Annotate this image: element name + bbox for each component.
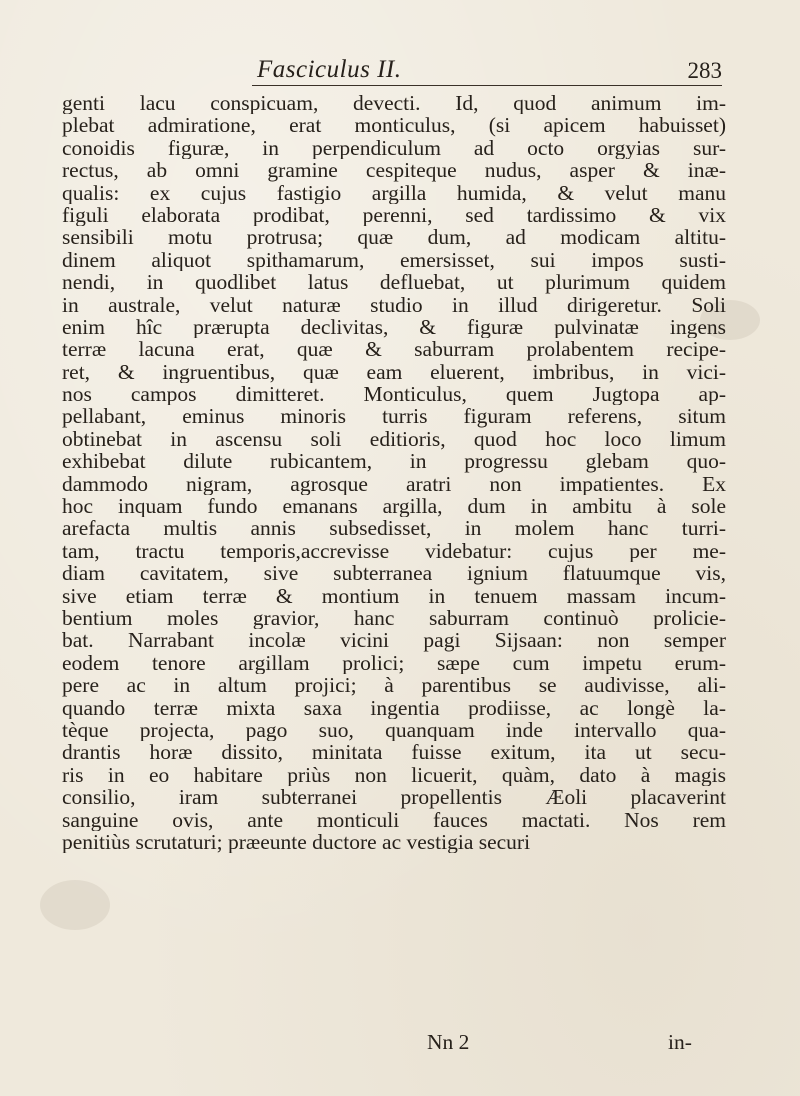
- text-line: dinem aliquot spithamarum, emersisset, sui impos susti-: [62, 248, 726, 272]
- signature-mark: Nn 2: [427, 1030, 470, 1054]
- text-line: penitiùs scrutaturi; præeunte ductore ac vestigia securi: [62, 830, 531, 854]
- header-rule: [252, 85, 722, 86]
- text-line: rectus, ab omni gramine cespiteque nudus, asper & inæ-: [62, 159, 726, 182]
- text-line: genti lacu conspicuam, devecti. Id, quod animum im-: [62, 92, 726, 115]
- text-line: exhibebat dilute rubicantem, in progressu glebam quo-: [62, 450, 726, 473]
- paper-stain: [40, 880, 110, 930]
- text-line: tam, tractu temporis,accrevisse videbatur: cujus per me-: [62, 539, 726, 563]
- text-line: ris in eo habitare priùs non licuerit, quàm, dato à magis: [62, 763, 726, 787]
- text-line: pellabant, eminus minoris turris figuram referens, situm: [62, 405, 726, 428]
- text-line: qualis: ex cujus fastigio argilla humida, & velut manu: [62, 181, 726, 204]
- text-line: plebat admiratione, erat monticulus, (si apicem habuisset): [62, 114, 726, 137]
- text-line: nos campos dimitteret. Monticulus, quem Jugtopa ap-: [62, 383, 726, 406]
- catchword: in-: [668, 1030, 692, 1054]
- text-line: drantis horæ dissito, minitata fuisse exitum, ita ut secu-: [62, 741, 726, 764]
- text-line: ret, & ingruentibus, quæ eam eluerent, imbribus, in vici-: [62, 360, 726, 384]
- running-title: Fasciculus II.: [257, 56, 402, 83]
- text-line: bentium moles gravior, hanc saburram continuò prolicie-: [62, 606, 726, 630]
- text-line: consilio, iram subterranei propellentis Æoli placaverint: [62, 786, 726, 809]
- text-line: arefacta multis annis subsedisset, in molem hanc turri-: [62, 517, 726, 540]
- text-line: hoc inquam fundo emanans argilla, dum in ambitu à sole: [62, 495, 726, 518]
- text-line: nendi, in quodlibet latus defluebat, ut plurimum quidem: [62, 271, 726, 294]
- text-line: pere ac in altum projici; à parentibus se audivisse, ali-: [62, 674, 726, 697]
- body-text: [62, 92, 726, 853]
- page-footer: [0, 1030, 800, 1060]
- text-line: in australe, velut naturæ studio in illud dirigeretur. Soli: [62, 293, 726, 316]
- text-line: quando terræ mixta saxa ingentia prodiisse, ac longè la-: [62, 696, 726, 719]
- text-line: tèque projecta, pago suo, quanquam inde intervallo qua-: [62, 718, 726, 742]
- text-line: eodem tenore argillam prolici; sæpe cum impetu erum-: [62, 651, 726, 675]
- text-line: bat. Narrabant incolæ vicini pagi Sijsaan: non semper: [62, 629, 726, 652]
- text-line: enim hîc prærupta declivitas, & figuræ pulvinatæ ingens: [62, 315, 726, 339]
- text-line: sive etiam terræ & montium in tenuem massam incum-: [62, 584, 726, 607]
- text-line: dammodo nigram, agrosque aratri non impatientes. Ex: [62, 472, 726, 496]
- page-header: [62, 52, 722, 88]
- text-line: diam cavitatem, sive subterranea ignium flatuumque vis,: [62, 562, 726, 585]
- text-line: figuli elaborata prodibat, perenni, sed tardissimo & vix: [62, 203, 726, 227]
- text-line: sensibili motu protrusa; quæ dum, ad modicam altitu-: [62, 226, 726, 249]
- text-line: sanguine ovis, ante monticuli fauces mactati. Nos rem: [62, 808, 726, 831]
- text-line: conoidis figuræ, in perpendiculum ad octo orgyias sur-: [62, 136, 726, 160]
- text-line: terræ lacuna erat, quæ & saburram prolabentem recipe-: [62, 338, 726, 361]
- page-number: 283: [687, 58, 722, 83]
- text-line: obtinebat in ascensu soli editioris, quod hoc loco limum: [62, 427, 726, 451]
